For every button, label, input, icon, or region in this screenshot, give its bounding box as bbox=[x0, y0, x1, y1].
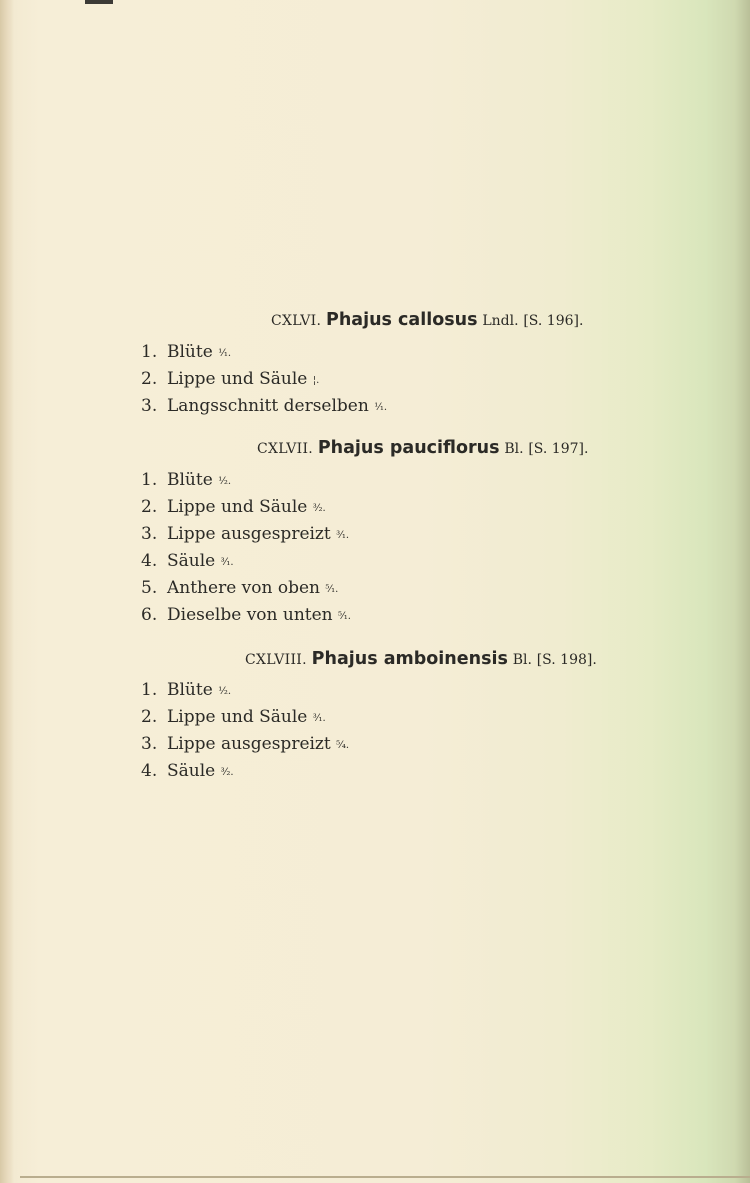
heading-numeral: CXLVII. bbox=[257, 441, 314, 457]
item-text: Anthere von oben bbox=[167, 578, 326, 598]
item-text: Lippe und Säule bbox=[167, 369, 313, 389]
item-number: 6. bbox=[141, 605, 158, 625]
item-number: 3. bbox=[141, 396, 158, 416]
species-name: Phajus amboinensis bbox=[311, 649, 508, 669]
page-bottom-edge bbox=[20, 1176, 750, 1178]
magnification: ¦. bbox=[312, 375, 320, 386]
item-number: 5. bbox=[141, 578, 158, 598]
list-item bbox=[141, 604, 351, 628]
item-number: 3. bbox=[141, 524, 158, 544]
item-number: 1. bbox=[141, 342, 158, 362]
species-author: Bl. bbox=[512, 652, 532, 668]
page-reference: [S. 197]. bbox=[528, 441, 589, 457]
heading-numeral: CXLVIII. bbox=[245, 652, 307, 668]
section-heading bbox=[245, 649, 597, 670]
item-text: Dieselbe von unten bbox=[167, 605, 339, 625]
ink-mark bbox=[85, 0, 113, 4]
magnification: ³⁄₁. bbox=[312, 713, 326, 724]
item-text: Lippe und Säule bbox=[167, 707, 313, 727]
list-item bbox=[141, 496, 326, 520]
item-number: 2. bbox=[141, 707, 158, 727]
item-number: 4. bbox=[141, 551, 158, 571]
item-text: Lippe und Säule bbox=[167, 497, 313, 517]
list-item bbox=[141, 577, 338, 601]
magnification: ¹⁄₂. bbox=[218, 686, 232, 697]
section-heading bbox=[257, 438, 588, 459]
item-text: Säule bbox=[167, 551, 221, 571]
magnification: ³⁄₂. bbox=[312, 503, 326, 514]
magnification: ⁵⁄₁. bbox=[338, 611, 351, 622]
item-number: 1. bbox=[141, 680, 158, 700]
species-name: Phajus callosus bbox=[326, 310, 478, 330]
page-reference: [S. 196]. bbox=[523, 313, 584, 329]
magnification: ¹⁄₁. bbox=[218, 348, 232, 359]
list-item bbox=[141, 679, 231, 703]
item-text: Langsschnitt derselben bbox=[167, 396, 375, 416]
item-text: Blüte bbox=[167, 342, 219, 362]
magnification: ¹⁄₂. bbox=[218, 476, 232, 487]
list-item bbox=[141, 550, 234, 574]
magnification: ⁵⁄₁. bbox=[325, 584, 339, 595]
magnification: ³⁄₁. bbox=[220, 557, 234, 568]
magnification: ³⁄₁. bbox=[336, 530, 350, 541]
list-item bbox=[141, 760, 234, 784]
item-text: Lippe ausgespreizt bbox=[167, 734, 337, 754]
list-item bbox=[141, 706, 326, 730]
magnification: ³⁄₂. bbox=[220, 767, 234, 778]
heading-numeral: CXLVI. bbox=[271, 313, 322, 329]
item-text: Blüte bbox=[167, 470, 219, 490]
page-reference: [S. 198]. bbox=[536, 652, 597, 668]
item-number: 2. bbox=[141, 497, 158, 517]
item-text: Säule bbox=[167, 761, 221, 781]
item-number: 3. bbox=[141, 734, 158, 754]
list-item bbox=[141, 368, 319, 392]
list-item bbox=[141, 341, 231, 365]
list-item bbox=[141, 733, 349, 757]
item-text: Blüte bbox=[167, 680, 219, 700]
item-text: Lippe ausgespreizt bbox=[167, 524, 337, 544]
list-item bbox=[141, 523, 349, 547]
species-name: Phajus pauciflorus bbox=[317, 438, 500, 458]
item-number: 1. bbox=[141, 470, 158, 490]
item-number: 2. bbox=[141, 369, 158, 389]
magnification: ¹⁄₁. bbox=[374, 402, 388, 413]
list-item bbox=[141, 395, 387, 419]
item-number: 4. bbox=[141, 761, 158, 781]
section-heading bbox=[271, 310, 583, 331]
species-author: Bl. bbox=[504, 441, 524, 457]
magnification: ⁵⁄₄. bbox=[336, 740, 350, 751]
species-author: Lndl. bbox=[482, 313, 519, 329]
page-edge-shadow bbox=[0, 0, 14, 1183]
list-item bbox=[141, 469, 231, 493]
